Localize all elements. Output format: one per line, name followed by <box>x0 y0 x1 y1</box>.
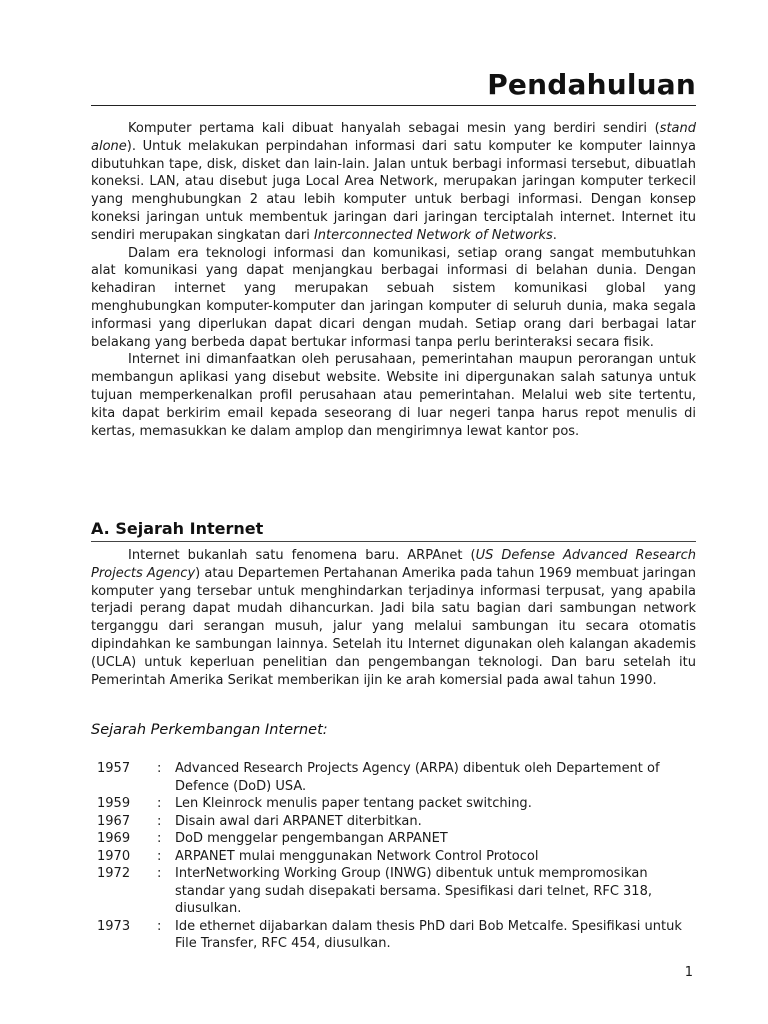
timeline-year: 1959 <box>97 796 131 811</box>
intro-p1-text-e: . <box>552 227 557 243</box>
timeline-row <box>97 865 697 918</box>
sejarah-p1-italic-arpa: US Defense Advanced Research Projects Agency <box>91 548 697 581</box>
timeline-separator: : <box>157 761 162 776</box>
timeline-separator: : <box>157 796 162 811</box>
intro-p1-italic-interconnected: Interconnected Network of Networks <box>313 227 553 243</box>
intro-p1-text-a: Komputer pertama kali dibuat hanyalah sebagai mesin yang berdiri sendiri ( <box>128 121 660 136</box>
timeline-year: 1970 <box>97 848 131 864</box>
sejarah-section <box>91 547 696 689</box>
timeline-separator: : <box>157 918 162 934</box>
timeline-text: Ide ethernet dijabarkan dalam thesis PhD dari Bob Metcalfe. Spesifikasi untuk File Transfer, RFC 454, diusulkan. <box>175 918 682 951</box>
timeline-separator: : <box>157 831 162 846</box>
section-heading-sejarah-internet: A. Sejarah Internet <box>91 519 264 538</box>
intro-paragraph-3: Internet ini dimanfaatkan oleh perusahaan, pemerintahan maupun perorangan untuk membangun aplikasi yang disebut website. Website ini dipergunakan salah satunya untuk tujuan memperkenalkan profil perusahaan atau pemerintahan. Melalui web site tertentu, kita dapat berkirim email kepada seseorang di luar negeri tanpa harus repot menulis di kertas, memasukkan ke dalam amplop dan mengirimnya lewat kantor pos. <box>91 352 696 439</box>
timeline-separator: : <box>157 866 162 881</box>
intro-p1-text-c: ). Untuk melakukan perpindahan informasi dari satu komputer ke komputer lainnya dibutuhkan tape, disk, disket dan lain-lain. Jalan untuk berbagi informasi tersebut, dibuatlah koneksi. LAN, atau disebut juga Local Area Network, merupakan jaringan komputer terkecil yang menghubungkan 2 atau lebih komputer untuk berbagi informasi. Dengan konsep koneksi jaringan untuk membentuk jaringan dari jaringan terciptalah internet. Internet itu sendiri merupakan singkatan dari <box>91 138 696 243</box>
timeline-text: DoD menggelar pengembangan ARPANET <box>175 831 448 846</box>
timeline-year: 1957 <box>97 761 131 776</box>
timeline-row <box>97 848 697 866</box>
sejarah-paragraph-1 <box>91 547 696 689</box>
timeline-row <box>97 813 697 831</box>
subheading-perkembangan: Sejarah Perkembangan Internet: <box>91 722 328 738</box>
timeline-list <box>97 760 697 953</box>
timeline-row <box>97 795 697 813</box>
title-rule <box>91 105 696 106</box>
intro-p1-italic-stand-alone: stand alone <box>91 121 696 154</box>
timeline-row <box>97 830 697 848</box>
page-number: 1 <box>684 965 693 980</box>
section-rule <box>91 541 696 542</box>
sejarah-p1-text-a: Internet bukanlah satu fenomena baru. ARPAnet ( <box>128 548 476 563</box>
timeline-row <box>97 918 697 953</box>
timeline-year: 1967 <box>97 813 131 829</box>
intro-paragraph-1 <box>91 120 696 245</box>
intro-section <box>91 120 696 440</box>
timeline-separator: : <box>157 813 162 829</box>
timeline-text: Disain awal dari ARPANET diterbitkan. <box>175 813 422 829</box>
sejarah-p1-text-c: ) atau Departemen Pertahanan Amerika pada tahun 1969 membuat jaringan komputer yang tersebar untuk menghindarkan terjadinya informasi terpusat, yang apabila terjadi perang dapat mudah dihancurkan. Jadi bila satu bagian dari sambungan network terganggu dari serangan musuh, jalur yang melalui sambungan itu secara otomatis dipindahkan ke sambungan lainnya. Setelah itu Internet digunakan oleh kalangan akademis (UCLA) untuk keperluan penelitian dan pengembangan teknologi. Dan baru setelah itu Pemerintah Amerika Serikat memberikan ijin ke arah komersial pada awal tahun 1990. <box>91 565 696 688</box>
timeline-year: 1972 <box>97 866 131 881</box>
page-title: Pendahuluan <box>487 68 696 101</box>
timeline-separator: : <box>157 848 162 864</box>
timeline-text: InterNetworking Working Group (INWG) dibentuk untuk mempromosikan standar yang sudah disepakati bersama. Spesifikasi dari telnet, RFC 318, diusulkan. <box>175 866 652 916</box>
timeline-year: 1973 <box>97 918 131 934</box>
timeline-text: ARPANET mulai menggunakan Network Control Protocol <box>175 848 539 864</box>
timeline-year: 1969 <box>97 831 131 846</box>
intro-paragraph-2: Dalam era teknologi informasi dan komunikasi, setiap orang sangat membutuhkan alat komunikasi yang dapat menjangkau berbagai informasi di belahan dunia. Dengan kehadiran internet yang merupakan sebuah sistem komunikasi global yang menghubungkan komputer-komputer dan jaringan komputer di seluruh dunia, maka segala informasi yang diperlukan dapat dicari dengan mudah. Setiap orang dari berbagai latar belakang yang berbeda dapat bertukar informasi tanpa perlu berinteraksi secara fisik. <box>91 245 696 350</box>
timeline-text: Len Kleinrock menulis paper tentang packet switching. <box>175 796 532 811</box>
timeline-text: Advanced Research Projects Agency (ARPA) dibentuk oleh Departement of Defence (DoD) USA. <box>175 761 660 794</box>
timeline-row <box>97 760 697 795</box>
